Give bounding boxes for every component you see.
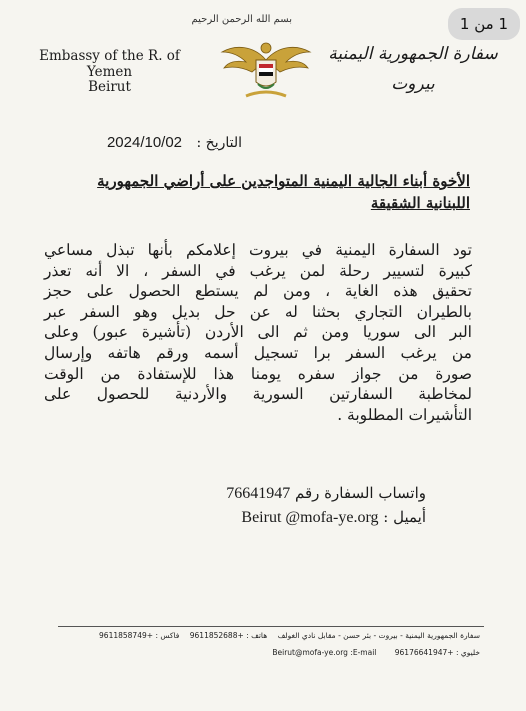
footer-fax-label: فاكس :	[155, 631, 180, 640]
body-line: تود السفارة اليمنية في بيروت إعلامكم بأنها تبذل مساعي	[44, 241, 472, 259]
footer-contact-line	[80, 648, 480, 657]
body-line: التأشيرات المطلوبة .	[337, 405, 472, 424]
date-label: التاريخ :	[196, 135, 242, 151]
body-line: من يرغب السفر برا تسجيل أسمه ورقم هاتفه وإرسال	[44, 343, 472, 362]
whatsapp-label: واتساب السفارة رقم	[295, 484, 426, 502]
footer-address: سفارة الجمهورية اليمنية - بيروت - بئر حسن - مقابل نادي الغولف	[277, 631, 480, 640]
email-label: أيميل :	[383, 508, 426, 526]
embassy-city-en: Beirut	[88, 79, 131, 95]
footer-divider	[58, 626, 484, 627]
addressee-line: الأخوة أبناء الجالية اليمنية المتواجدين على أراضي الجمهورية	[97, 172, 470, 190]
date-line	[107, 134, 242, 151]
footer-phone-label: هاتف :	[246, 631, 268, 640]
footer-mobile: +96176641947	[394, 648, 454, 657]
body-line: كبيرة لتسيير رحلة لمن يرغب في السفر ، الا أنه تعذر	[44, 261, 472, 280]
yemen-eagle-emblem-icon	[218, 38, 314, 102]
footer-email-label: E-mail:	[350, 648, 377, 657]
whatsapp-number: 76641947	[226, 485, 291, 502]
email-value: Beirut @mofa-ye.org	[241, 509, 379, 526]
footer-mobile-label: خليوي :	[455, 648, 480, 657]
body-line: بالطيران التجاري بحثنا له عن حل بديل وهو السفر عبر	[44, 302, 472, 321]
embassy-city-ar: بيروت	[391, 74, 435, 94]
letter-body	[44, 240, 472, 425]
footer-email: Beirut@mofa-ye.org	[272, 648, 348, 657]
body-line: صورة من جواز سفره يومنا هذا للإستفادة من الوقت	[44, 364, 472, 383]
body-line: البر الى سوريا ومن ثم الى الأردن (تأشيرة عبور) وعلى	[44, 323, 472, 342]
body-line: لمخاطبة السفارتين السورية والأردنية للحصول على	[44, 385, 472, 404]
page-counter-badge: 1 من 1	[448, 8, 520, 40]
addressee	[60, 170, 470, 214]
body-line: تحقيق هذه الغاية ، ومن لم يستطع الحصول على حجز	[44, 282, 472, 301]
footer-fax: +9611858749	[99, 631, 154, 640]
bismillah-text: بسم الله الرحمن الرحيم	[191, 14, 292, 25]
footer-phone: +9611852688	[189, 631, 244, 640]
embassy-name-ar: سفارة الجمهورية اليمنية	[328, 44, 498, 64]
date-value: 2024/10/02	[106, 134, 183, 151]
footer-address-line	[80, 631, 480, 640]
embassy-name-en: Embassy of the R. of Yemen	[39, 48, 180, 80]
addressee-line: اللبنانية الشقيقة	[370, 194, 470, 212]
